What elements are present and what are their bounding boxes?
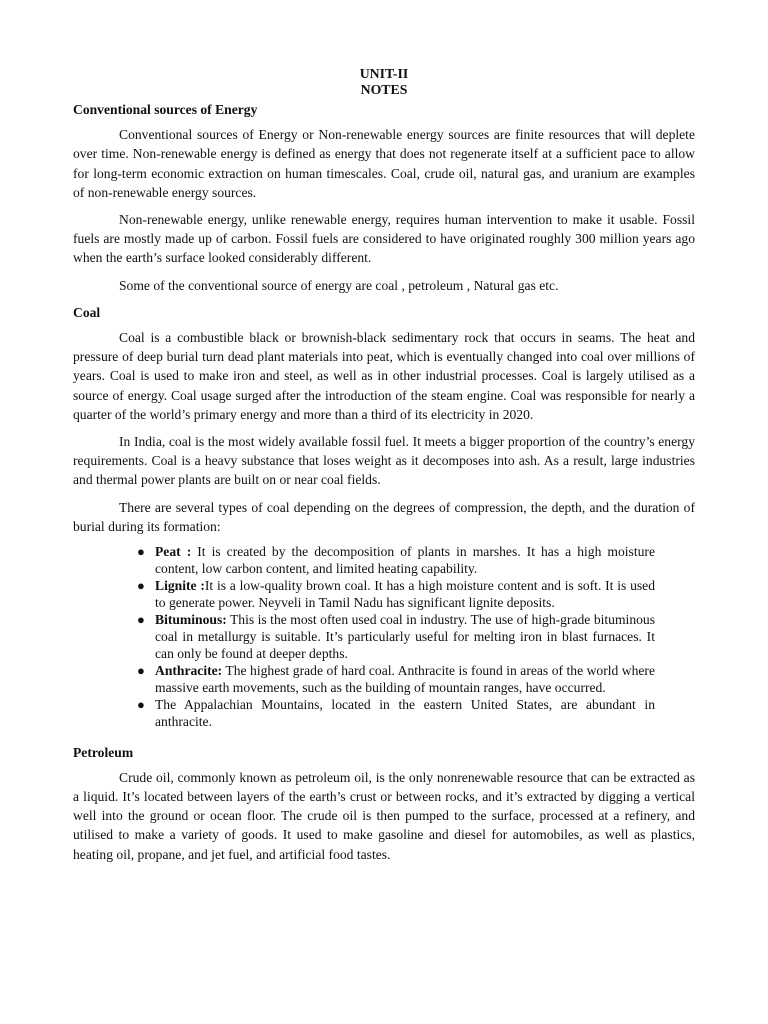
bullet-icon: ● [137, 663, 145, 679]
bullet-icon: ● [137, 544, 145, 560]
unit-title: UNIT-II [359, 66, 409, 81]
paragraph: Non-renewable energy, unlike renewable energy, requires human intervention to make it usable. Fossil fuels are mostly made up of carbon. Fossil fuels are considered to have originated roughly 300 million years ago when the earth’s surface looked considerably different. [73, 212, 695, 266]
list-item-term: Peat : [155, 544, 192, 560]
list-item-text: The Appalachian Mountains, located in the eastern United States, are abundant in anthracite. [155, 697, 655, 729]
paragraph: Crude oil, commonly known as petroleum oil, is the only nonrenewable resource that can be extracted as a liquid. It’s located between layers of the earth’s crust or between rocks, and it’s extracted by digging a vertical well into the ground or ocean floor. The crude oil is then pumped to the surface, processed at a refinery, and utilised to make a variety of goods. It used to make gasoline and diesel for automobiles, as well as plastics, heating oil, propane, and jet fuel, and artificial food tastes. [73, 769, 695, 862]
section-heading-conventional: Conventional sources of Energy [73, 102, 258, 117]
paragraph: Some of the conventional source of energy are coal , petroleum , Natural gas etc. [119, 277, 559, 293]
list-item-term: Lignite : [155, 578, 205, 594]
section-heading-petroleum: Petroleum [73, 744, 134, 760]
section-heading-coal: Coal [73, 304, 101, 320]
list-item [137, 578, 655, 611]
bullet-icon: ● [137, 612, 145, 628]
coal-types-list [73, 544, 655, 731]
list-item-text: This is the most often used coal in industry. The use of high-grade bituminous coal in metallurgy is suitable. It’s particularly useful for melting iron in blast furnaces. It can only be found at deeper depths. [155, 612, 655, 661]
bullet-icon: ● [137, 697, 145, 713]
list-item [137, 612, 655, 662]
bullet-icon: ● [137, 578, 145, 594]
paragraph: In India, coal is the most widely available fossil fuel. It meets a bigger proportion of the country’s energy requirements. Coal is a heavy substance that loses weight as it decomposes into ash. As a result, large industries and thermal power plants are built on or near coal fields. [73, 434, 695, 488]
list-item-term: Anthracite: [155, 663, 223, 679]
list-item-text: It is a low-quality brown coal. It has a high moisture content and is soft. It is used to generate power. Neyveli in Tamil Nadu has significant lignite deposits. [155, 578, 655, 610]
paragraph: Conventional sources of Energy or Non-renewable energy sources are finite resources that will deplete over time. Non-renewable energy is defined as energy that does not regenerate itself at a sufficient pace to allow for long-term economic extraction on human timescales. Coal, crude oil, natural gas, and uranium are examples of non-renewable energy sources. [73, 127, 695, 200]
paragraph: Coal is a combustible black or brownish-black sedimentary rock that occurs in seams. The heat and pressure of deep burial turn dead plant materials into peat, which is eventually changed into coal over millions of years. Coal is used to make iron and steel, as well as in other industrial processes. Coal is largely utilised as a source of energy. Coal usage surged after the introduction of the steam engine. Coal was responsible for nearly a quarter of the world’s primary energy and more than a third of its electricity in 2020. [73, 330, 695, 422]
list-item-text: The highest grade of hard coal. Anthracite is found in areas of the world where massive earth movements, such as the building of mountain ranges, have occurred. [155, 663, 655, 695]
paragraph: There are several types of coal depending on the degrees of compression, the depth, and the duration of burial during its formation: [73, 499, 695, 534]
notes-title: NOTES [360, 82, 408, 97]
list-item [137, 544, 655, 577]
list-item-term: Bituminous: [155, 612, 227, 628]
list-item [137, 697, 655, 730]
list-item-text: It is created by the decomposition of plants in marshes. It has a high moisture content, low carbon content, and limited heating capability. [155, 544, 655, 576]
list-item [137, 663, 655, 696]
